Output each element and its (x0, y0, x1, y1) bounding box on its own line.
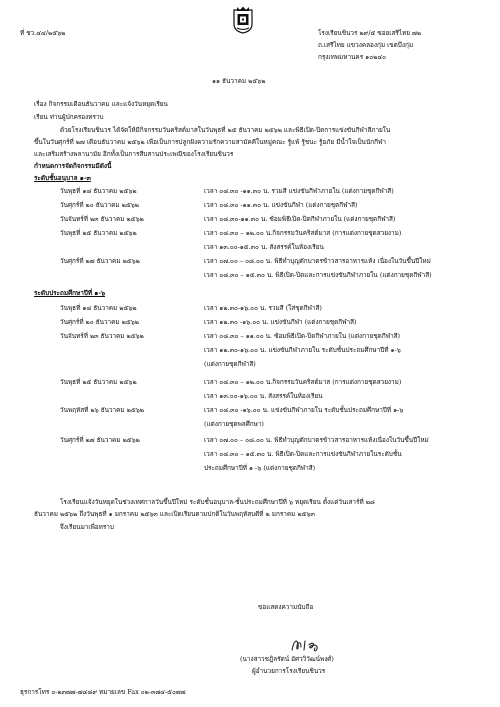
schedule-detail: เวลา ๑๓.๐๐-๑๖.๐๐ น. สังสรรค์ในห้องเรียน (204, 392, 323, 400)
recipient-line: เรียน ท่านผู้ปกครองทราบ (34, 113, 104, 121)
schedule-day: วันศุกร์ที่ ๒๗ ธันวาคม ๒๕๖๒ (60, 436, 140, 444)
schedule-detail: เวลา ๐๗.๐๐ – ๐๘.๐๐ น. พิธีทำบุญตักบาตรข้าวสารอาหารแห้งเนื่องในวันขึ้นปีใหม่ (204, 436, 429, 444)
schedule-detail: เวลา ๐๘.๓๐ -๑๖.๐๐ น. แข่งขันกีฬาภายใน ระดับชั้นประถมศึกษาปีที่ ๑-๖ (204, 406, 404, 414)
schedule-detail: เวลา ๑๒.๓๐-๑๖.๐๐ น. รวมสี (ใส่ชุดกีฬาสี) (204, 304, 322, 312)
intro-line-3: และเสริมสร้างพลานามัย อีกทั้งเป็นการสืบสานประเพณีของโรงเรียนชินวร (34, 150, 234, 158)
schedule-detail: (แต่งกายชุดกีฬาสี) (204, 360, 256, 368)
schedule-day: วันพุธที่ ๑๘ ธันวาคม ๒๕๖๒ (60, 304, 137, 312)
schedule-day: วันพฤหัสที่ ๒๖ ธันวาคม ๒๕๖๒ (60, 406, 144, 414)
closing-line-2: ธันวาคม ๒๕๖๒ ถึงวันพุธที่ ๑ มกราคม ๒๕๖๓ และเปิดเรียนตามปกติในวันพฤหัสบดีที่ ๒ มกราคม ๒๕๖๓ (34, 510, 315, 518)
schedule-day: วันจันทร์ที่ ๒๓ ธันวาคม ๒๕๖๒ (60, 332, 144, 340)
regards-line: ขอแสดงความนับถือ (258, 603, 314, 611)
schedule-day: วันพุธที่ ๒๕ ธันวาคม ๒๕๖๒ (60, 229, 137, 237)
closing-line-3: จึงเรียนมาเพื่อทราบ (60, 523, 114, 531)
intro-line-1: ด้วยโรงเรียนชินวร ได้จัดให้มีกิจกรรมวันคริสต์มาสในวันพุธที่ ๒๕ ธันวาคม ๒๕๖๒ และพิธีเปิด-ปิดการแข่งขันกีฬาสีภายใน (60, 126, 391, 134)
schedule-detail: เวลา ๑๒.๓๐ -๑๖.๐๐ น. แข่งขันกีฬา (แต่งกายชุดกีฬาสี) (204, 318, 357, 326)
signature-image (288, 636, 328, 654)
schedule-detail: เวลา ๐๘.๓๐-๑๑.๓๐ น. ซ้อมพิธีเปิด-ปิดกีฬาภายใน (แต่งกายชุดกีฬาสี) (204, 215, 396, 223)
document-date: ๑๑ ธันวาคม ๒๕๖๒ (212, 77, 266, 85)
school-address-line-3: กรุงเทพมหานคร ๑๐๒๔๐ (318, 53, 387, 61)
schedule-detail: เวลา ๑๓.๐๐-๑๕.๓๐ น. สังสรรค์ในห้องเรียน (204, 243, 324, 251)
section-title-primary: ระดับประถมศึกษาปีที่ ๑-๖ (34, 289, 106, 297)
schedule-detail: เวลา ๐๘.๓๐ – ๑๕.๓๐ น. พิธีเปิด-ปิดและการแข่งขันกีฬาภายในระดับชั้น (204, 450, 402, 458)
schedule-detail: เวลา ๐๘.๓๐ -๑๑.๓๐ น. รวมสี แข่งขันกีฬาภายใน (แต่งกายชุดกีฬาสี) (204, 187, 394, 195)
document-number: ที่ ชว.๔๔/๒๕๖๒ (20, 29, 66, 37)
schedule-day: วันศุกร์ที่ ๒๐ ธันวาคม ๒๕๖๒ (60, 318, 139, 326)
schedule-detail: เวลา ๐๗.๐๐ – ๐๘.๐๐ น. พิธีทำบุญตักบาตรข้าวสารอาหารแห้ง เนื่องในวันขึ้นปีใหม่ (204, 257, 431, 265)
schedule-day: วันจันทร์ที่ ๒๓ ธันวาคม ๒๕๖๒ (60, 215, 144, 223)
schedule-day: วันศุกร์ที่ ๒๐ ธันวาคม ๒๕๖๒ (60, 201, 139, 209)
footer-contact: ธุรการโทร ๐-๒๓๗๗-๗๔๘๙ หมายเลข Fax ๐๒-๓๗๔-๕๐๗๗ (20, 688, 186, 696)
schedule-detail: (แต่งกายชุดพลศึกษา) (204, 420, 264, 428)
section-title-kindergarten: ระดับชั้นอนุบาล ๑-๓ (34, 174, 91, 182)
schedule-detail: ประถมศึกษาปีที่ ๑ -๖ (แต่งกายชุดกีฬาสี) (204, 464, 316, 472)
signer-position: ผู้อำนวยการโรงเรียนชินวร (252, 667, 326, 675)
school-address-line-1: โรงเรียนชินวร ๒๙/๕ ซอยเสรีไทย ๗๒ (318, 29, 422, 37)
schedule-detail: เวลา ๐๘.๓๐ – ๑๕.๓๐ น. พิธีเปิด-ปิดและการแข่งขันกีฬาภายใน (แต่งกายชุดกีฬาสี) (204, 271, 432, 279)
schedule-detail: เวลา ๐๘.๓๐ -๑๑.๓๐ น. แข่งขันกีฬา (แต่งกายชุดกีฬาสี) (204, 201, 358, 209)
schedule-detail: เวลา ๑๒.๓๐-๑๖.๐๐ น. แข่งขันกีฬาภายใน ระดับชั้นประถมศึกษาปีที่ ๑-๖ (204, 346, 401, 354)
signer-name: (นางสาวชฎิลรัตน์ อัศววิวัฒน์พงศ์) (240, 655, 334, 663)
schedule-day: วันพุธที่ ๒๕ ธันวาคม ๒๕๖๒ (60, 378, 137, 386)
intro-line-2: ขึ้นในวันศุกร์ที่ ๒๗ เดือนธันวาคม ๒๕๖๒ เพื่อเป็นการปลูกฝังความรักความสามัคคีในหมู่คณะ รู้แพ้ รู้ชนะ รู้อภัย มีน้ำใจเป็นนักกีฬา (34, 138, 386, 146)
school-address-line-2: ถ.เสรีไทย แขวงคลองกุ่ม เขตบึงกุ่ม (318, 41, 414, 49)
schedule-title: กำหนดการจัดกิจกรรมมีดังนี้ (34, 162, 112, 170)
schedule-detail: เวลา ๐๘.๓๐ – ๑๒.๐๐ น.กิจกรรมวันคริสต์มาส (การแต่งกายชุดสวยงาม) (204, 378, 402, 386)
schedule-day: วันพุธที่ ๑๘ ธันวาคม ๒๕๖๒ (60, 187, 137, 195)
subject-line: เรื่อง กิจกรรมเดือนธันวาคม และแจ้งวันหยุดเรียน (34, 100, 168, 108)
schedule-detail: เวลา ๐๘.๓๐ – ๑๑.๐๐ น. ซ้อมพิธีเปิด-ปิดกีฬาภายใน (แต่งกายชุดกีฬาสี) (204, 332, 401, 340)
closing-line-1: โรงเรียนแจ้งวันหยุดในช่วงเทศกาลวันขึ้นปีใหม่ ระดับชั้นอนุบาล-ชั้นประถมศึกษาปีที่ ๖ หยุดเรียน ตั้งแต่วันเสาร์ที่ ๒๘ (60, 498, 375, 506)
schedule-detail: เวลา ๐๘.๓๐ – ๑๒.๐๐ น.กิจกรรมวันคริสต์มาส (การแต่งกายชุดสวยงาม) (204, 229, 402, 237)
school-crest-icon (231, 6, 255, 34)
schedule-day: วันศุกร์ที่ ๒๗ ธันวาคม ๒๕๖๒ (60, 257, 140, 265)
